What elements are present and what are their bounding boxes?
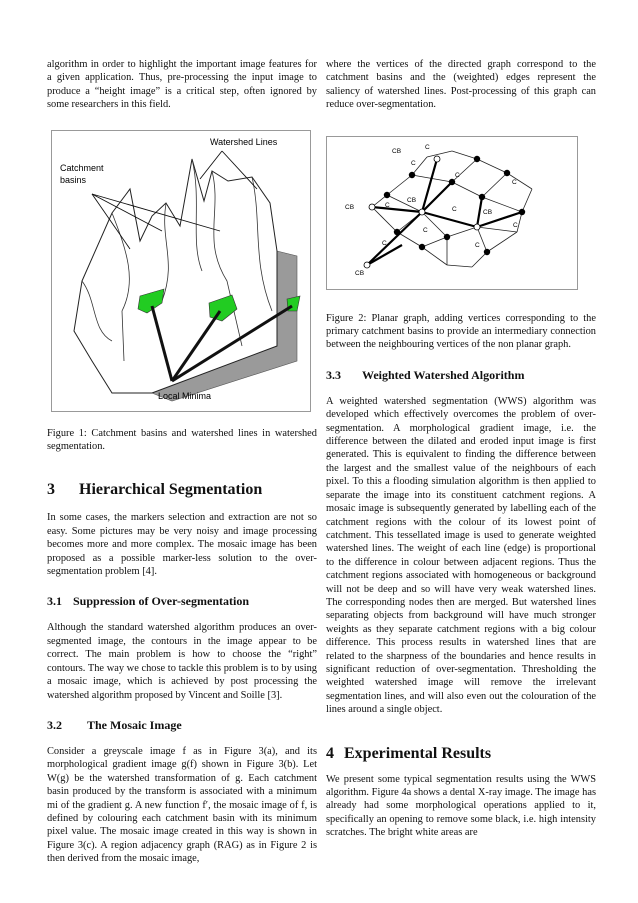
- graph-edge: [452, 151, 477, 159]
- vertex-c: [384, 191, 390, 197]
- planar-graph: [327, 137, 577, 289]
- section-number: 3.1: [47, 594, 62, 609]
- label-local-minima: Local Minima: [158, 390, 212, 401]
- section-number: 3: [47, 481, 55, 499]
- graph-label: C: [425, 143, 430, 151]
- section-number: 4: [326, 744, 334, 762]
- graph-label: CB: [355, 269, 365, 277]
- section-title: Hierarchical Segmentation: [79, 481, 263, 499]
- label-catchment: Catchment: [60, 162, 104, 173]
- graph-label: C: [423, 226, 428, 234]
- graph-edge: [522, 189, 532, 212]
- primary-edge: [422, 212, 477, 227]
- section-title: Experimental Results: [344, 744, 492, 762]
- graph-edge: [507, 173, 532, 189]
- section-3-2-heading: [47, 718, 317, 733]
- primary-edge: [367, 212, 422, 265]
- graph-label: C: [513, 221, 518, 229]
- section-3-heading: [47, 481, 317, 499]
- graph-edge: [482, 173, 507, 197]
- figure-2: [326, 136, 578, 290]
- graph-label: C: [452, 205, 457, 213]
- section-3-3-paragraph: A weighted watershed segmentation (WWS) algorithm was developed which effectively overcomes the problem of over-segmentation. A morphological gradient image, i.e. the difference between the dilated and eroded input image is first generated. This is equivalent to finding the difference between the largest and the smallest value of the neighbours of each pixel. To this a flooding simulation algorithm is then applied to separate the image into its constituent catchment regions. A mosaic image is subsequently generated by labelling each of the catchment regions with the colour of its lowest point of catchment. This tessellated image is used to generate weighted watershed lines. The weight of each line (edge) is proportional to the difference in colour between adjacent regions. Thus the catchment regions associated with homogeneous or background will not be deep and so will have very weak watershed lines. The corresponding nodes then are merged. But watershed lines separating objects from background will have much stronger weights as they separate catchment regions with a big colour difference. This process results in watershed lines that are related to the sharpness of the boundaries and hence results in significant reduction of over-segmentation. Thresholding the weighted watershed image will remove the irrelevant segmentation lines, and will also even out the colouration of the lines around a single object.: [326, 395, 596, 716]
- vertex-c: [519, 208, 525, 214]
- vertex-c: [419, 243, 425, 249]
- left-column: [47, 58, 317, 866]
- graph-label: CB: [407, 196, 417, 204]
- graph-edge: [447, 265, 472, 267]
- vertex-c: [444, 233, 450, 239]
- vertex-cb: [474, 224, 480, 230]
- graph-edge: [422, 237, 447, 247]
- section-3-1-paragraph: Although the standard watershed algorithm produces an over-segmented image, the contours in the image appear to be correct. The main problem is how to choose the “right” contours. The way we chose to tackle this problem is to by using a mosaic image, which is achieved by post processing the watershed algorithm proposed by Vincent and Soille [3].: [47, 622, 317, 701]
- left-intro-paragraph: algorithm in order to highlight the important image features for a given application. Thus, pre-processing the input image to produce a “height image” is a critical step, often ignored by some researchers in this field.: [47, 59, 317, 111]
- graph-edge: [452, 182, 482, 197]
- vertex-cb: [369, 204, 375, 210]
- primary-edge: [372, 207, 422, 212]
- graph-label: C: [475, 241, 480, 249]
- terrain-surface: [74, 159, 277, 393]
- section-number: 3.3: [326, 367, 341, 382]
- section-3-3-heading: [326, 368, 596, 383]
- graph-label: CB: [392, 147, 402, 155]
- section-4-paragraph: We present some typical segmentation results using the WWS algorithm. Figure 4a shows a dental X-ray image. The image has already had some morphological operations applied to it, specifically an opening to remove some black, i.e. high intensity scratches. The bright white areas are: [326, 773, 596, 839]
- graph-edge: [477, 227, 517, 232]
- graph-edge: [372, 207, 397, 232]
- vertex-c: [474, 155, 480, 161]
- vertex-cb: [434, 156, 440, 162]
- graph-edge: [387, 175, 412, 195]
- vertex-c: [449, 178, 455, 184]
- section-title: Weighted Watershed Algorithm: [362, 367, 525, 382]
- primary-edge: [477, 197, 482, 227]
- graph-edge: [487, 232, 517, 252]
- right-column: [326, 58, 596, 840]
- graph-label: CB: [345, 203, 355, 211]
- right-intro-paragraph: where the vertices of the directed graph correspond to the catchment basins and the (weighted) edges represent the saliency of watershed lines. Post-processing of this graph can reduce over-segmentation.: [326, 59, 596, 111]
- graph-label: C: [385, 201, 390, 209]
- graph-edge: [477, 159, 507, 173]
- section-3-2-paragraph: Consider a greyscale image f as in Figure 3(a), and its morphological gradient image g(f) shown in Figure 3(b). Let W(g) be the watershed transformation of g. Each catchment basin produced by the transform is associated with a minimum mi of the gradient g. A new function f′, the mosaic image of f, is defined by colouring each catchment basin with its minimum pixel value. The mosaic image created in this way is shown in Figure 3(c). A region adjacency graph (RAG) as in Figure 2 is then derived from the mosaic image,: [47, 745, 317, 865]
- graph-label: C: [512, 178, 517, 186]
- vertex-c: [504, 169, 510, 175]
- graph-label: C: [382, 239, 387, 247]
- graph-edge: [447, 227, 477, 237]
- label-basins: basins: [60, 174, 87, 185]
- figure-1-caption: Figure 1: Catchment basins and watershed lines in watershed segmentation.: [47, 427, 317, 453]
- section-4-heading: [326, 745, 596, 763]
- section-title: The Mosaic Image: [87, 717, 182, 732]
- label-watershed-lines: Watershed Lines: [210, 136, 278, 147]
- section-number: 3.2: [47, 717, 62, 732]
- graph-edge: [427, 151, 452, 157]
- section-3-paragraph: In some cases, the markers selection and extraction are not so easy. Some pictures may be very noisy and image processing becomes more and more complex. The mosaic image has been proposed as a possible marker-less solution to the over-segmentation problem [4].: [47, 512, 317, 578]
- watershed-diagram: [52, 131, 310, 411]
- vertex-c: [409, 171, 415, 177]
- graph-label: C: [455, 171, 460, 179]
- vertex-c: [394, 228, 400, 234]
- graph-label: CB: [483, 208, 493, 216]
- vertex-cb: [419, 209, 425, 215]
- vertex-c: [484, 248, 490, 254]
- vertex-cb: [364, 262, 370, 268]
- graph-edge: [422, 247, 447, 265]
- section-3-1-heading: [47, 594, 317, 609]
- figure-2-caption: Figure 2: Planar graph, adding vertices corresponding to the primary catchment basins to provide an intermediary connection between the neighbouring vertices of the non planar graph.: [326, 312, 596, 351]
- vertex-c: [479, 193, 485, 199]
- graph-label: C: [411, 159, 416, 167]
- section-title: Suppression of Over-segmentation: [73, 594, 250, 609]
- figure-1: [51, 130, 311, 412]
